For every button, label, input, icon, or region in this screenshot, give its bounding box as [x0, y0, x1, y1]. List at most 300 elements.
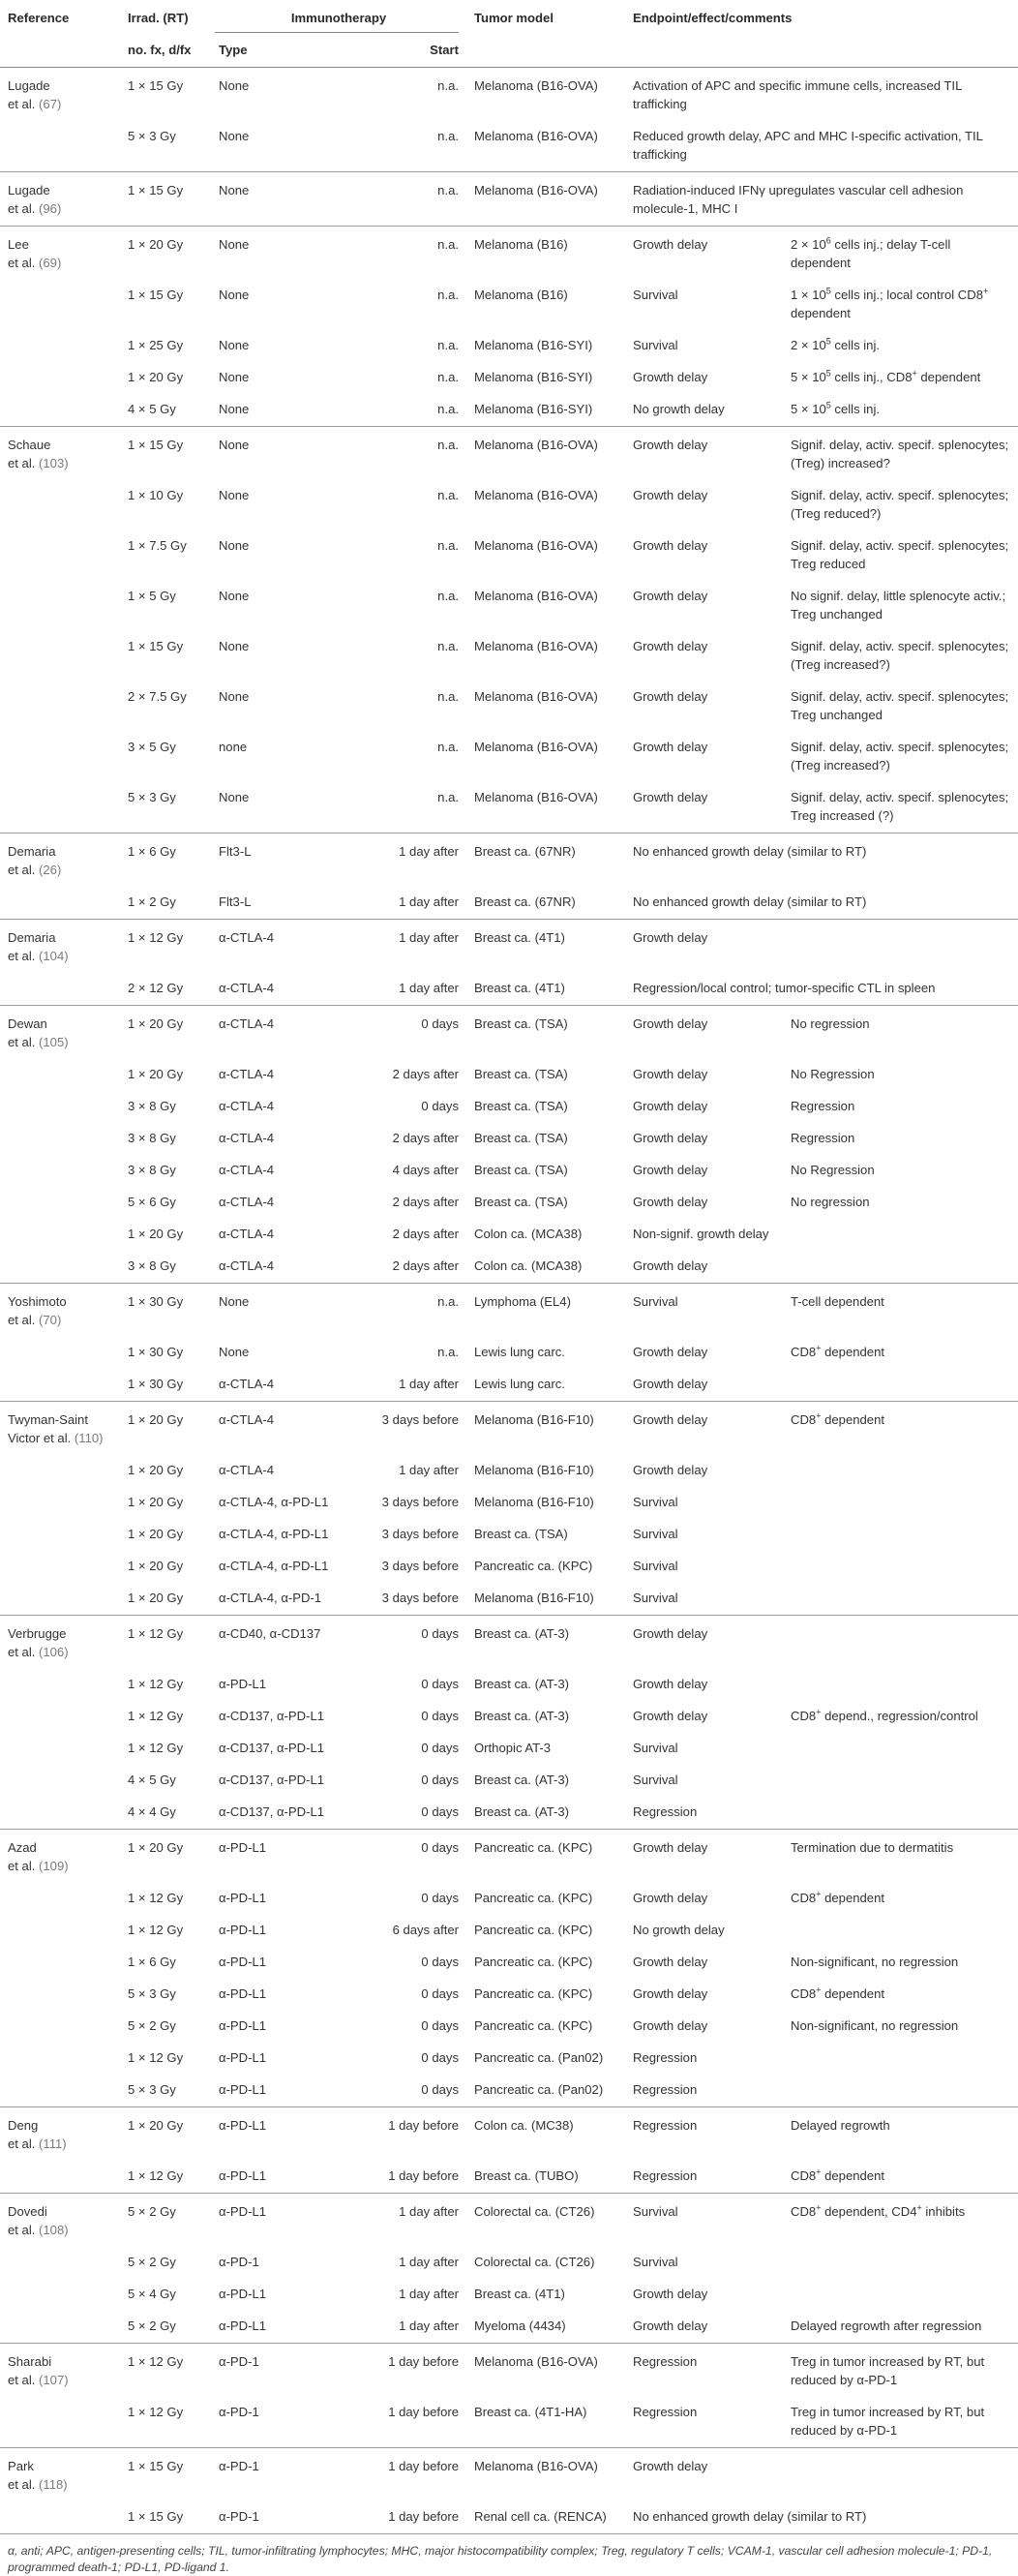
immunotherapy-type-cell: α-PD-L1: [219, 1955, 267, 1969]
reference-citation[interactable]: (106): [39, 1645, 69, 1659]
irradiation-cell: 1 × 30 Gy: [128, 1377, 184, 1391]
reference-cell: [0, 361, 120, 393]
tumor-model-cell: Melanoma (B16-OVA): [474, 183, 598, 197]
immunotherapy-type-cell: α-CTLA-4: [219, 1016, 275, 1031]
table-row: [0, 920, 1018, 973]
immunotherapy-start-cell: 2 days after: [392, 1227, 459, 1241]
immunotherapy-type-cell: None: [219, 129, 250, 143]
immunotherapy-start-cell: 3 days before: [381, 1527, 459, 1541]
reference-author: Park: [8, 2459, 34, 2473]
table-row: [0, 1284, 1018, 1337]
tumor-model-cell: Melanoma (B16-OVA): [474, 488, 598, 502]
irradiation-cell: 1 × 12 Gy: [128, 2354, 184, 2369]
reference-etal: et al.: [8, 2373, 36, 2387]
immunotherapy-start-cell: 0 days: [421, 2082, 459, 2097]
immunotherapy-start-cell: 1 day before: [388, 2509, 459, 2524]
endpoint-cell: Survival: [633, 1591, 678, 1605]
reference-citation[interactable]: (67): [39, 97, 62, 111]
reference-cell: [0, 731, 120, 781]
reference-etal: et al.: [8, 949, 36, 963]
reference-etal: et al.: [8, 201, 36, 216]
immunotherapy-start-cell: n.a.: [437, 639, 459, 653]
immunotherapy-start-cell: 1 day after: [399, 2287, 459, 2301]
irradiation-cell: 1 × 20 Gy: [128, 237, 184, 252]
immunotherapy-start-cell: 3 days before: [381, 1412, 459, 1427]
endpoint-cell: Growth delay: [633, 1345, 708, 1359]
table-row: [0, 2107, 1018, 2161]
table-row: [0, 580, 1018, 630]
immunotherapy-start-cell: n.a.: [437, 538, 459, 553]
reference-citation[interactable]: (69): [39, 256, 62, 270]
irradiation-cell: 1 × 20 Gy: [128, 1559, 184, 1573]
immunotherapy-type-cell: α-CTLA-4: [219, 1377, 275, 1391]
reference-group: [0, 1402, 1018, 1616]
tumor-model-cell: Melanoma (B16-SYI): [474, 338, 593, 352]
tumor-model-cell: Breast ca. (AT-3): [474, 1709, 569, 1723]
immunotherapy-start-cell: 0 days: [421, 1626, 459, 1641]
irradiation-cell: 5 × 3 Gy: [128, 790, 176, 804]
immunotherapy-type-cell: None: [219, 78, 250, 93]
comment-cell: [783, 2448, 1018, 2501]
reference-cell: [0, 2074, 120, 2107]
irradiation-cell: 1 × 7.5 Gy: [128, 538, 187, 553]
irradiation-cell: 1 × 12 Gy: [128, 1741, 184, 1755]
reference-cell: [0, 279, 120, 329]
irradiation-cell: 1 × 20 Gy: [128, 370, 184, 384]
endpoint-cell: Growth delay: [633, 1131, 708, 1145]
table-row: [0, 1218, 1018, 1250]
endpoint-cell: Regression: [633, 2405, 698, 2419]
immunotherapy-type-cell: α-CTLA-4: [219, 1227, 275, 1241]
reference-cell: [0, 1058, 120, 1090]
endpoint-cell: Survival: [633, 1495, 678, 1509]
immunotherapy-type-cell: none: [219, 740, 248, 754]
endpoint-cell: Growth delay: [633, 1463, 708, 1477]
immunotherapy-start-cell: n.a.: [437, 689, 459, 704]
comment-cell: Signif. delay, activ. specif. splenocytes; (Treg increased?): [791, 740, 1009, 773]
header-blank-3: [625, 33, 1018, 68]
reference-cell: [0, 1550, 120, 1582]
reference-cell: [0, 781, 120, 833]
tumor-model-cell: Pancreatic ca. (Pan02): [474, 2050, 604, 2065]
table-row: [0, 1582, 1018, 1616]
endpoint-cell: Growth delay: [633, 538, 708, 553]
reference-citation[interactable]: (105): [39, 1035, 69, 1049]
endpoint-cell: Survival: [633, 288, 678, 302]
immunotherapy-start-cell: n.a.: [437, 370, 459, 384]
reference-citation[interactable]: (118): [39, 2477, 68, 2492]
endpoint-cell: Growth delay: [633, 2287, 708, 2301]
comment-cell: T-cell dependent: [791, 1294, 884, 1309]
tumor-model-cell: Melanoma (B16-OVA): [474, 538, 598, 553]
tumor-model-cell: Melanoma (B16-OVA): [474, 438, 598, 452]
immunotherapy-type-cell: α-PD-1: [219, 2509, 259, 2524]
comment-cell: [783, 1454, 1018, 1486]
immunotherapy-type-cell: α-PD-L1: [219, 2050, 267, 2065]
reference-cell: [0, 2396, 120, 2448]
irradiation-cell: 1 × 12 Gy: [128, 2405, 184, 2419]
table-row: [0, 630, 1018, 681]
reference-author: Sharabi: [8, 2354, 52, 2369]
reference-cell: [0, 1732, 120, 1764]
immunotherapy-type-cell: None: [219, 790, 250, 804]
reference-cell: [0, 1454, 120, 1486]
header-start: Start: [430, 43, 459, 57]
endpoint-cell: Growth delay: [633, 930, 708, 945]
endpoint-cell: Growth delay: [633, 1195, 708, 1209]
immunotherapy-type-cell: None: [219, 183, 250, 197]
irradiation-cell: 2 × 12 Gy: [128, 981, 184, 995]
comment-cell: CD8+ dependent: [791, 1889, 885, 1905]
immunotherapy-type-cell: α-CTLA-4, α-PD-L1: [219, 1495, 329, 1509]
reference-cell: [0, 1882, 120, 1914]
reference-cell: [0, 1250, 120, 1284]
tumor-model-cell: Lymphoma (EL4): [474, 1294, 571, 1309]
reference-cell: [0, 1978, 120, 2010]
table-row: [0, 1518, 1018, 1550]
irradiation-cell: 1 × 15 Gy: [128, 183, 184, 197]
reference-cell: [0, 2246, 120, 2278]
comment-cell: Non-significant, no regression: [791, 2018, 959, 2033]
comment-cell: [783, 1616, 1018, 1669]
endpoint-cell: Growth delay: [633, 438, 708, 452]
immunotherapy-start-cell: n.a.: [437, 129, 459, 143]
table-row: [0, 1250, 1018, 1284]
tumor-model-cell: Breast ca. (TSA): [474, 1099, 568, 1113]
irradiation-cell: 1 × 20 Gy: [128, 1591, 184, 1605]
comment-cell: [783, 1668, 1018, 1700]
immunotherapy-start-cell: 0 days: [421, 1891, 459, 1905]
irradiation-cell: 1 × 20 Gy: [128, 1067, 184, 1081]
reference-group: [0, 2194, 1018, 2344]
irradiation-cell: 1 × 12 Gy: [128, 1677, 184, 1691]
irradiation-cell: 3 × 8 Gy: [128, 1099, 176, 1113]
immunotherapy-start-cell: n.a.: [437, 790, 459, 804]
reference-cell: [0, 1090, 120, 1122]
comment-cell: $2 \times 10^6$ cells inj.; delay T-cell dependent: [791, 235, 951, 270]
tumor-model-cell: Pancreatic ca. (KPC): [474, 1986, 593, 2001]
comment-cell: Signif. delay, activ. specif. splenocytes; Treg increased (?): [791, 790, 1009, 823]
endpoint-cell: Growth delay: [633, 1626, 708, 1641]
reference-etal: Victor et al.: [8, 1431, 72, 1445]
reference-cell: [0, 2160, 120, 2194]
irradiation-cell: 5 × 2 Gy: [128, 2204, 176, 2219]
irradiation-cell: 1 × 12 Gy: [128, 1709, 184, 1723]
reference-cell: [0, 479, 120, 530]
irradiation-cell: 1 × 15 Gy: [128, 438, 184, 452]
reference-author: Azad: [8, 1840, 37, 1855]
table-row: [0, 530, 1018, 580]
irradiation-cell: 5 × 2 Gy: [128, 2018, 176, 2033]
comment-cell: Signif. delay, activ. specif. splenocytes; Treg reduced: [791, 538, 1009, 571]
comment-cell: No signif. delay, little splenocyte activ.; Treg unchanged: [791, 589, 1006, 621]
reference-group: [0, 2107, 1018, 2194]
reference-group: [0, 920, 1018, 1006]
table-row: [0, 1454, 1018, 1486]
endpoint-cell: Survival: [633, 2204, 678, 2219]
endpoint-cell: Growth delay: [633, 1163, 708, 1177]
table-row: [0, 1616, 1018, 1669]
immunotherapy-type-cell: None: [219, 639, 250, 653]
reference-cell: [0, 833, 120, 887]
irradiation-cell: 1 × 12 Gy: [128, 2050, 184, 2065]
comment-cell: [783, 1732, 1018, 1764]
reference-author: Twyman-Saint: [8, 1412, 88, 1427]
table-row: [0, 1090, 1018, 1122]
endpoint-comment-cell: No enhanced growth delay (similar to RT): [633, 894, 867, 909]
irradiation-cell: 1 × 12 Gy: [128, 2168, 184, 2183]
reference-author: Verbrugge: [8, 1626, 67, 1641]
tumor-model-cell: Colon ca. (MCA38): [474, 1227, 583, 1241]
irradiation-cell: 1 × 20 Gy: [128, 1527, 184, 1541]
header-blank-2: [466, 33, 625, 68]
tumor-model-cell: Melanoma (B16-OVA): [474, 740, 598, 754]
irradiation-cell: 1 × 20 Gy: [128, 2118, 184, 2133]
comment-cell: CD8+ dependent: [791, 1410, 885, 1427]
endpoint-cell: Growth delay: [633, 1891, 708, 1905]
reference-etal: et al.: [8, 1859, 36, 1873]
endpoint-cell: Growth delay: [633, 1709, 708, 1723]
endpoint-cell: Regression: [633, 2050, 698, 2065]
endpoint-cell: Survival: [633, 1773, 678, 1787]
table-footnote: α, anti; APC, antigen-presenting cells; TIL, tumor-infiltrating lymphocytes; MHC, major histocompatibility complex; Treg, regulatory T cells; VCAM-1, vascular cell adhesion molecule-1; PD-1, programmed death-1; PD-L1, PD-ligand 1.: [8, 2544, 993, 2574]
reference-citation[interactable]: (111): [39, 2137, 67, 2151]
tumor-model-cell: Colon ca. (MCA38): [474, 1258, 583, 1273]
reference-group: [0, 427, 1018, 833]
tumor-model-cell: Breast ca. (TUBO): [474, 2168, 579, 2183]
table-row: [0, 2160, 1018, 2194]
tumor-model-cell: Breast ca. (67NR): [474, 894, 576, 909]
endpoint-cell: Regression: [633, 2168, 698, 2183]
immunotherapy-type-cell: α-CTLA-4: [219, 1067, 275, 1081]
tumor-model-cell: Pancreatic ca. (KPC): [474, 1840, 593, 1855]
tumor-model-cell: Melanoma (B16-OVA): [474, 2459, 598, 2473]
reference-etal: et al.: [8, 1313, 36, 1327]
table-row: [0, 2246, 1018, 2278]
tumor-model-cell: Pancreatic ca. (KPC): [474, 1891, 593, 1905]
irradiation-cell: 1 × 12 Gy: [128, 1626, 184, 1641]
immunotherapy-type-cell: α-CTLA-4: [219, 1131, 275, 1145]
reference-cell: [0, 886, 120, 920]
immunotherapy-type-cell: α-PD-1: [219, 2354, 259, 2369]
irradiation-cell: 4 × 5 Gy: [128, 402, 176, 416]
endpoint-cell: No growth delay: [633, 402, 725, 416]
reference-citation[interactable]: (103): [39, 456, 69, 470]
comment-cell: [783, 2278, 1018, 2310]
immunotherapy-type-cell: None: [219, 438, 250, 452]
reference-etal: et al.: [8, 97, 36, 111]
tumor-model-cell: Melanoma (B16): [474, 237, 568, 252]
immunotherapy-start-cell: 0 days: [421, 1677, 459, 1691]
immunotherapy-start-cell: 0 days: [421, 1955, 459, 1969]
table-row: [0, 1006, 1018, 1059]
comment-cell: [783, 1368, 1018, 1402]
reference-cell: [0, 1914, 120, 1946]
reference-cell: [0, 427, 120, 480]
immunotherapy-start-cell: 1 day after: [399, 1463, 459, 1477]
tumor-model-cell: Melanoma (B16-F10): [474, 1495, 594, 1509]
immunotherapy-type-cell: α-CD40, α-CD137: [219, 1626, 321, 1641]
tumor-model-cell: Melanoma (B16-F10): [474, 1591, 594, 1605]
reference-cell: [0, 393, 120, 427]
tumor-model-cell: Melanoma (B16-OVA): [474, 129, 598, 143]
irradiation-cell: 1 × 12 Gy: [128, 1891, 184, 1905]
reference-cell: [0, 2010, 120, 2042]
immunotherapy-start-cell: 0 days: [421, 1709, 459, 1723]
irradiation-cell: 1 × 20 Gy: [128, 1412, 184, 1427]
comment-cell: Termination due to dermatitis: [791, 1840, 954, 1855]
tumor-model-cell: Colon ca. (MC38): [474, 2118, 574, 2133]
reference-cell: [0, 68, 120, 121]
irradiation-cell: 1 × 6 Gy: [128, 844, 176, 859]
tumor-model-cell: Melanoma (B16-F10): [474, 1463, 594, 1477]
tumor-model-cell: Pancreatic ca. (KPC): [474, 1923, 593, 1937]
endpoint-comment-cell: Reduced growth delay, APC and MHC I-specific activation, TIL trafficking: [633, 129, 983, 162]
endpoint-cell: Survival: [633, 1294, 678, 1309]
immunotherapy-start-cell: 6 days after: [392, 1923, 459, 1937]
immunotherapy-start-cell: 2 days after: [392, 1195, 459, 1209]
reference-cell: [0, 1368, 120, 1402]
reference-citation[interactable]: (109): [39, 1859, 69, 1873]
reference-citation[interactable]: (104): [39, 949, 69, 963]
immunotherapy-type-cell: None: [219, 538, 250, 553]
table-row: [0, 1978, 1018, 2010]
immunotherapy-start-cell: n.a.: [437, 589, 459, 603]
tumor-model-cell: Melanoma (B16): [474, 288, 568, 302]
header-reference: Reference: [8, 11, 70, 25]
irradiation-cell: 4 × 4 Gy: [128, 1804, 176, 1819]
endpoint-cell: Survival: [633, 1559, 678, 1573]
comment-cell: [783, 1486, 1018, 1518]
immunotherapy-start-cell: 1 day before: [388, 2405, 459, 2419]
immunotherapy-type-cell: None: [219, 589, 250, 603]
irradiation-cell: 1 × 15 Gy: [128, 639, 184, 653]
reference-cell: [0, 1518, 120, 1550]
reference-cell: [0, 681, 120, 731]
table-row: [0, 2010, 1018, 2042]
comment-cell: Signif. delay, activ. specif. splenocytes; Treg unchanged: [791, 689, 1009, 722]
immunotherapy-type-cell: α-PD-L1: [219, 1840, 267, 1855]
reference-cell: [0, 2042, 120, 2074]
reference-author: Yoshimoto: [8, 1294, 67, 1309]
immunotherapy-type-cell: Flt3-L: [219, 844, 252, 859]
reference-citation[interactable]: (96): [39, 201, 62, 216]
immunotherapy-start-cell: 0 days: [421, 1099, 459, 1113]
immunotherapy-type-cell: None: [219, 488, 250, 502]
tumor-model-cell: Melanoma (B16-SYI): [474, 402, 593, 416]
reference-citation[interactable]: (108): [39, 2223, 69, 2237]
header-irrad: Irrad. (RT): [128, 11, 189, 25]
tumor-model-cell: Breast ca. (4T1): [474, 930, 565, 945]
immunotherapy-type-cell: α-CTLA-4: [219, 981, 275, 995]
tumor-model-cell: Melanoma (B16-OVA): [474, 639, 598, 653]
endpoint-cell: Growth delay: [633, 1412, 708, 1427]
immunotherapy-type-cell: α-PD-1: [219, 2405, 259, 2419]
table-row: [0, 886, 1018, 920]
reference-group: [0, 833, 1018, 920]
header-fx: no. fx, d/fx: [128, 43, 192, 57]
immunotherapy-type-cell: α-CTLA-4: [219, 1195, 275, 1209]
reference-cell: [0, 329, 120, 361]
table-row: [0, 2310, 1018, 2344]
table-row: [0, 1058, 1018, 1090]
endpoint-comment-cell: Radiation-induced IFNγ upregulates vascular cell adhesion molecule-1, MHC I: [633, 183, 964, 216]
reference-cell: [0, 227, 120, 280]
table-row: [0, 329, 1018, 361]
table-row: [0, 1486, 1018, 1518]
comment-cell: Non-significant, no regression: [791, 1955, 959, 1969]
endpoint-cell: Growth delay: [633, 639, 708, 653]
immunotherapy-start-cell: 3 days before: [381, 1591, 459, 1605]
reference-author: Dewan: [8, 1016, 47, 1031]
reference-author: Demaria: [8, 844, 56, 859]
header-immunotherapy: Immunotherapy: [211, 0, 466, 33]
reference-etal: et al.: [8, 256, 36, 270]
reference-author: Lee: [8, 237, 29, 252]
reference-citation[interactable]: (26): [39, 863, 62, 877]
table-row: [0, 361, 1018, 393]
reference-author: Lugade: [8, 183, 50, 197]
reference-citation[interactable]: (70): [39, 1313, 62, 1327]
table-row: [0, 427, 1018, 480]
table-row: [0, 781, 1018, 833]
reference-cell: [0, 920, 120, 973]
comment-cell: [783, 1914, 1018, 1946]
reference-group: [0, 227, 1018, 427]
immunotherapy-type-cell: α-CTLA-4: [219, 1258, 275, 1273]
irradiation-cell: 5 × 2 Gy: [128, 2318, 176, 2333]
table-row: [0, 2396, 1018, 2448]
irradiation-cell: 4 × 5 Gy: [128, 1773, 176, 1787]
immunotherapy-type-cell: α-PD-L1: [219, 2082, 267, 2097]
table-row: [0, 1368, 1018, 1402]
reference-citation[interactable]: (110): [74, 1431, 104, 1445]
reference-cell: [0, 1122, 120, 1154]
table-row: [0, 1830, 1018, 1883]
reference-cell: [0, 2310, 120, 2344]
endpoint-comment-cell: Activation of APC and specific immune cells, increased TIL trafficking: [633, 78, 962, 111]
endpoint-cell: Growth delay: [633, 2018, 708, 2033]
comment-cell: [783, 1764, 1018, 1796]
table-row: [0, 1796, 1018, 1830]
reference-citation[interactable]: (107): [39, 2373, 69, 2387]
tumor-model-cell: Myeloma (4434): [474, 2318, 566, 2333]
immunotherapy-start-cell: 0 days: [421, 1986, 459, 2001]
reference-cell: [0, 172, 120, 227]
immunotherapy-type-cell: α-CTLA-4: [219, 1412, 275, 1427]
reference-cell: [0, 580, 120, 630]
irradiation-cell: 5 × 2 Gy: [128, 2255, 176, 2269]
endpoint-cell: Growth delay: [633, 1258, 708, 1273]
table-row: [0, 227, 1018, 280]
irradiation-cell: 1 × 15 Gy: [128, 2459, 184, 2473]
table-row: [0, 731, 1018, 781]
reference-group: [0, 1284, 1018, 1402]
endpoint-cell: Growth delay: [633, 370, 708, 384]
comment-cell: $1 \times 10^5$ cells inj.; local control CD8+ dependent: [791, 286, 989, 320]
immunotherapy-start-cell: n.a.: [437, 1345, 459, 1359]
comment-cell: [783, 920, 1018, 973]
irradiation-cell: 1 × 25 Gy: [128, 338, 184, 352]
comment-cell: [783, 1218, 1018, 1250]
tumor-model-cell: Lewis lung carc.: [474, 1377, 565, 1391]
tumor-model-cell: Melanoma (B16-F10): [474, 1412, 594, 1427]
comment-cell: [783, 1582, 1018, 1616]
reference-group: [0, 1830, 1018, 2107]
reference-cell: [0, 1946, 120, 1978]
irradiation-cell: 1 × 15 Gy: [128, 78, 184, 93]
endpoint-comment-cell: Regression/local control; tumor-specific CTL in spleen: [633, 981, 936, 995]
